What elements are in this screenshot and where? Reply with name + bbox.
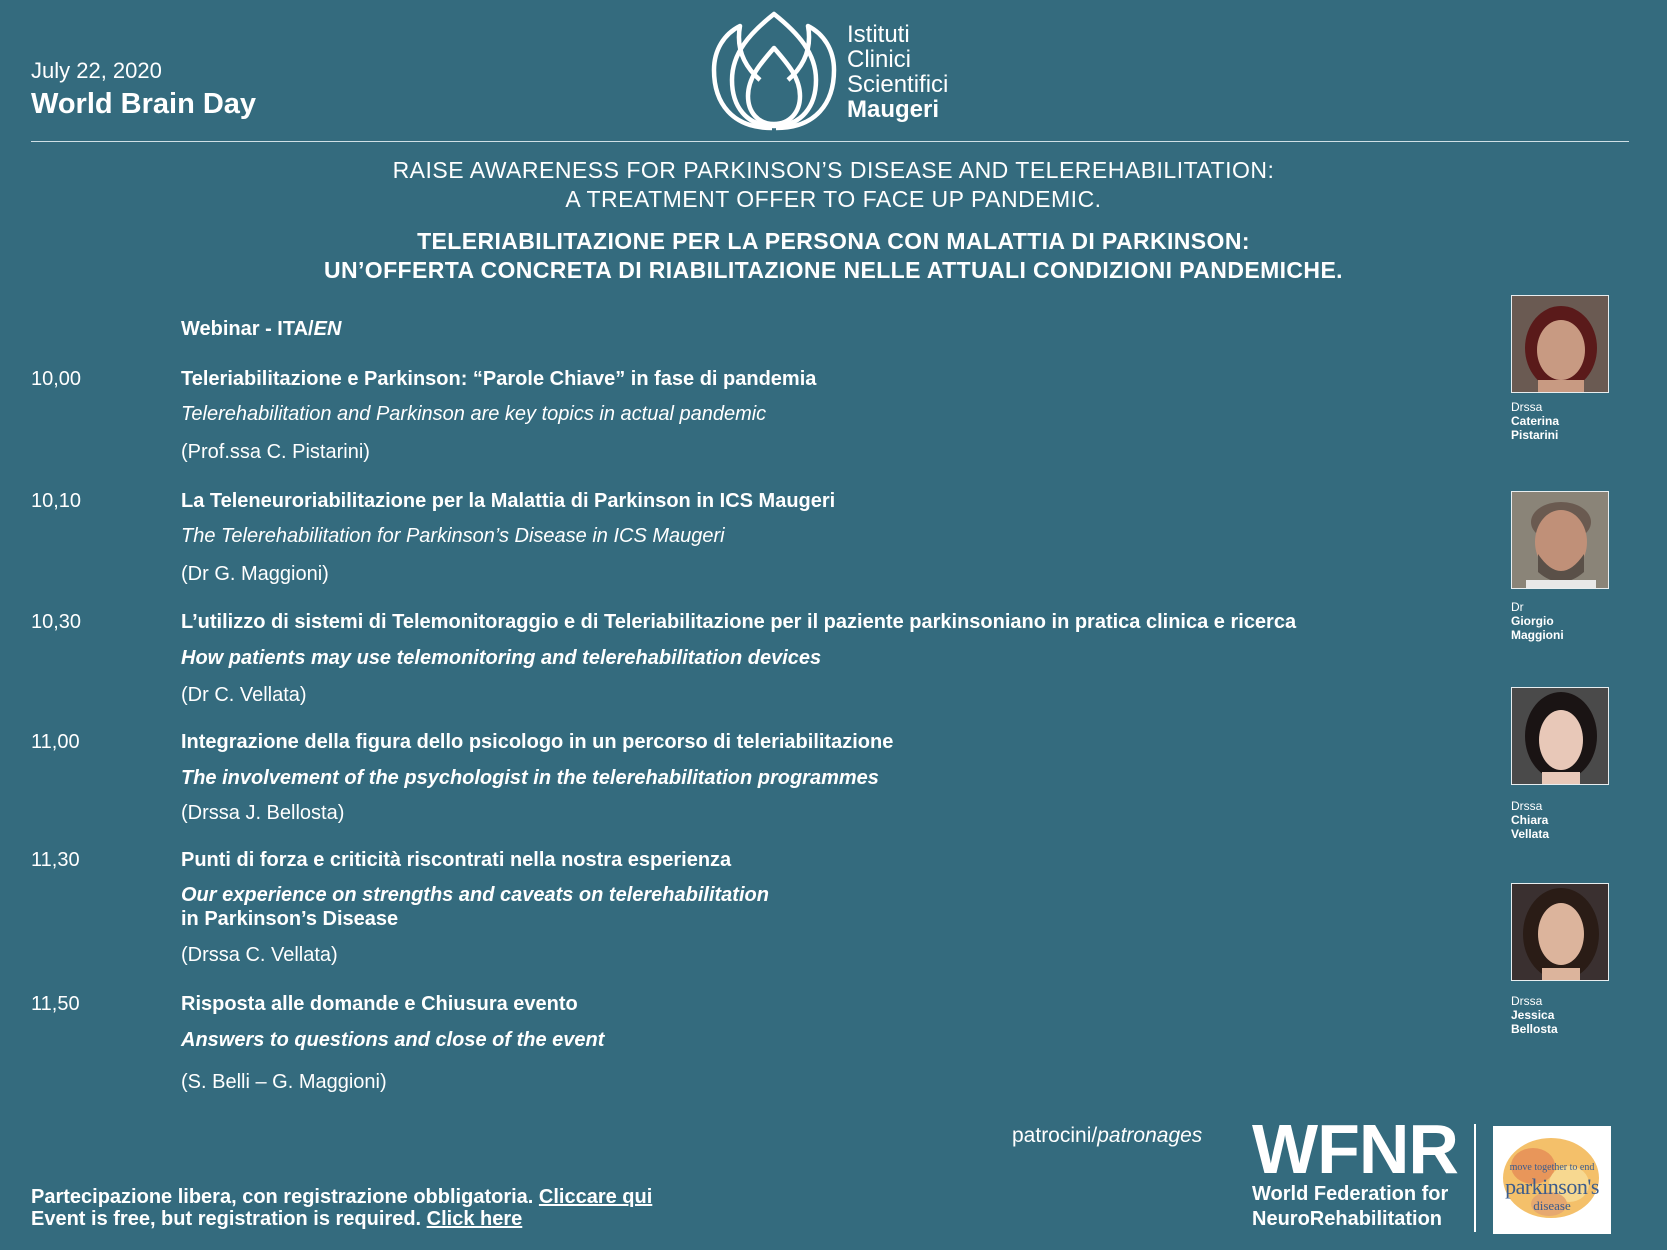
- webinar-label: [181, 318, 341, 341]
- speaker-first-name: Caterina: [1511, 414, 1560, 428]
- agenda-title-ita: Integrazione della figura dello psicologo in un percorso di teleriabilitazione: [181, 731, 894, 753]
- agenda-speaker: (S. Belli – G. Maggioni): [181, 1071, 387, 1093]
- portrait-icon: [1512, 492, 1609, 589]
- speaker-last-name: Pistarini: [1511, 428, 1559, 442]
- maugeri-logo: [710, 8, 960, 133]
- register-link-en[interactable]: Click here: [426, 1208, 523, 1230]
- agenda-time: 11,00: [31, 731, 80, 753]
- speaker-title: Drssa: [1511, 994, 1543, 1008]
- brand-line-1: Istituti: [847, 21, 910, 48]
- patronages-en: patronages: [1097, 1124, 1203, 1147]
- agenda-speaker: (Dr C. Vellata): [181, 684, 307, 706]
- brand-line-3: Scientifici: [847, 71, 949, 98]
- patronages-it: patrocini/: [1012, 1124, 1098, 1147]
- agenda-time: 11,30: [31, 849, 80, 871]
- portrait-icon: [1512, 688, 1609, 785]
- agenda-title-ita: La Teleneuroriabilitazione per la Malattia di Parkinson in ICS Maugeri: [181, 490, 836, 512]
- agenda-speaker: (Dr G. Maggioni): [181, 563, 329, 585]
- agenda-time: 10,30: [31, 611, 82, 633]
- pd-disease: disease: [1533, 1198, 1571, 1213]
- agenda-title-eng: Answers to questions and close of the event: [181, 1029, 605, 1051]
- event-name: World Brain Day: [31, 88, 257, 120]
- footer-divider: [1474, 1124, 1476, 1232]
- registration-en: [31, 1208, 522, 1231]
- portrait-icon: [1512, 296, 1609, 393]
- speaker-last-name: Bellosta: [1511, 1022, 1558, 1036]
- agenda-speaker: (Prof.ssa C. Pistarini): [181, 441, 370, 463]
- pd-word: parkinson's: [1505, 1174, 1599, 1199]
- agenda-title-ita: Risposta alle domande e Chiusura evento: [181, 993, 578, 1015]
- header-divider: [31, 141, 1629, 142]
- brand-line-2: Clinici: [847, 46, 912, 73]
- registration-en-text: Event is free, but registration is required.: [31, 1208, 427, 1230]
- speaker-last-name: Maggioni: [1511, 628, 1564, 642]
- event-date: July 22, 2020: [31, 58, 162, 83]
- registration-it: [31, 1186, 652, 1209]
- speaker-title: Dr: [1511, 600, 1524, 614]
- agenda-title-eng: The involvement of the psychologist in the telerehabilitation programmes: [181, 767, 879, 789]
- agenda-title-eng: Telerehabilitation and Parkinson are key topics in actual pandemic: [181, 403, 767, 425]
- registration-it-text: Partecipazione libera, con registrazione obbligatoria.: [31, 1186, 539, 1208]
- brand-line-4: Maugeri: [847, 96, 940, 123]
- speaker-title: Drssa: [1511, 799, 1543, 813]
- speaker-photo-bellosta: [1511, 883, 1609, 981]
- speaker-first-name: Jessica: [1511, 1008, 1555, 1022]
- speaker-name-bellosta: [1511, 994, 1558, 1036]
- speaker-name-pistarini: [1511, 400, 1559, 442]
- speaker-first-name: Chiara: [1511, 813, 1549, 827]
- title-en-line-1: RAISE AWARENESS FOR PARKINSON’S DISEASE AND TELEREHABILITATION:: [392, 157, 1275, 183]
- lotus-icon: [710, 8, 840, 133]
- register-link-it[interactable]: Cliccare qui: [538, 1186, 653, 1208]
- speaker-first-name: Giorgio: [1511, 614, 1554, 628]
- wfnr-logo: WFNR: [1252, 1110, 1458, 1188]
- portrait-icon: [1512, 884, 1609, 981]
- webinar-text: Webinar - ITA/: [181, 318, 314, 340]
- agenda-title-eng: How patients may use telemonitoring and telerehabilitation devices: [181, 647, 822, 669]
- speaker-photo-vellata: [1511, 687, 1609, 785]
- agenda-time: 11,50: [31, 993, 80, 1015]
- agenda-time: 10,10: [31, 490, 82, 512]
- wfnr-subtitle: [1252, 1182, 1448, 1232]
- title-en-line-2: A TREATMENT OFFER TO FACE UP PANDEMIC.: [565, 186, 1102, 212]
- wfnr-subtitle-line-1: World Federation for: [1252, 1183, 1449, 1205]
- webinar-lang-en: EN: [313, 318, 342, 340]
- wfnr-subtitle-line-2: NeuroRehabilitation: [1252, 1208, 1443, 1230]
- agenda-title-ita: L’utilizzo di sistemi di Telemonitoraggio e di Teleriabilitazione per il paziente parkinsoniano in pratica clinica e ricerca: [181, 611, 1297, 633]
- agenda-title-eng-continued: in Parkinson’s Disease: [181, 908, 399, 930]
- speaker-last-name: Vellata: [1511, 827, 1550, 841]
- agenda-title-ita: Teleriabilitazione e Parkinson: “Parole Chiave” in fase di pandemia: [181, 368, 817, 390]
- parkinsons-disease-logo: [1493, 1126, 1611, 1234]
- title-it-line-1: TELERIABILITAZIONE PER LA PERSONA CON MALATTIA DI PARKINSON:: [417, 228, 1250, 254]
- agenda-speaker: (Drssa C. Vellata): [181, 944, 338, 966]
- patronages-label: [1012, 1124, 1202, 1148]
- pd-tagline: move together to end: [1509, 1162, 1595, 1173]
- agenda-title-eng: Our experience on strengths and caveats on telerehabilitation: [181, 884, 769, 906]
- agenda-title-ita: Punti di forza e criticità riscontrati nella nostra esperienza: [181, 849, 732, 871]
- agenda-speaker: (Drssa J. Bellosta): [181, 802, 345, 824]
- speaker-name-maggioni: [1511, 600, 1564, 642]
- speaker-title: Drssa: [1511, 400, 1543, 414]
- title-it-line-2: UN’OFFERTA CONCRETA DI RIABILITAZIONE NELLE ATTUALI CONDIZIONI PANDEMICHE.: [324, 257, 1343, 283]
- speaker-name-vellata: [1511, 799, 1549, 841]
- speaker-photo-pistarini: [1511, 295, 1609, 393]
- speaker-photo-maggioni: [1511, 491, 1609, 589]
- agenda-time: 10,00: [31, 368, 82, 390]
- agenda-title-eng: The Telerehabilitation for Parkinson’s Disease in ICS Maugeri: [181, 525, 725, 547]
